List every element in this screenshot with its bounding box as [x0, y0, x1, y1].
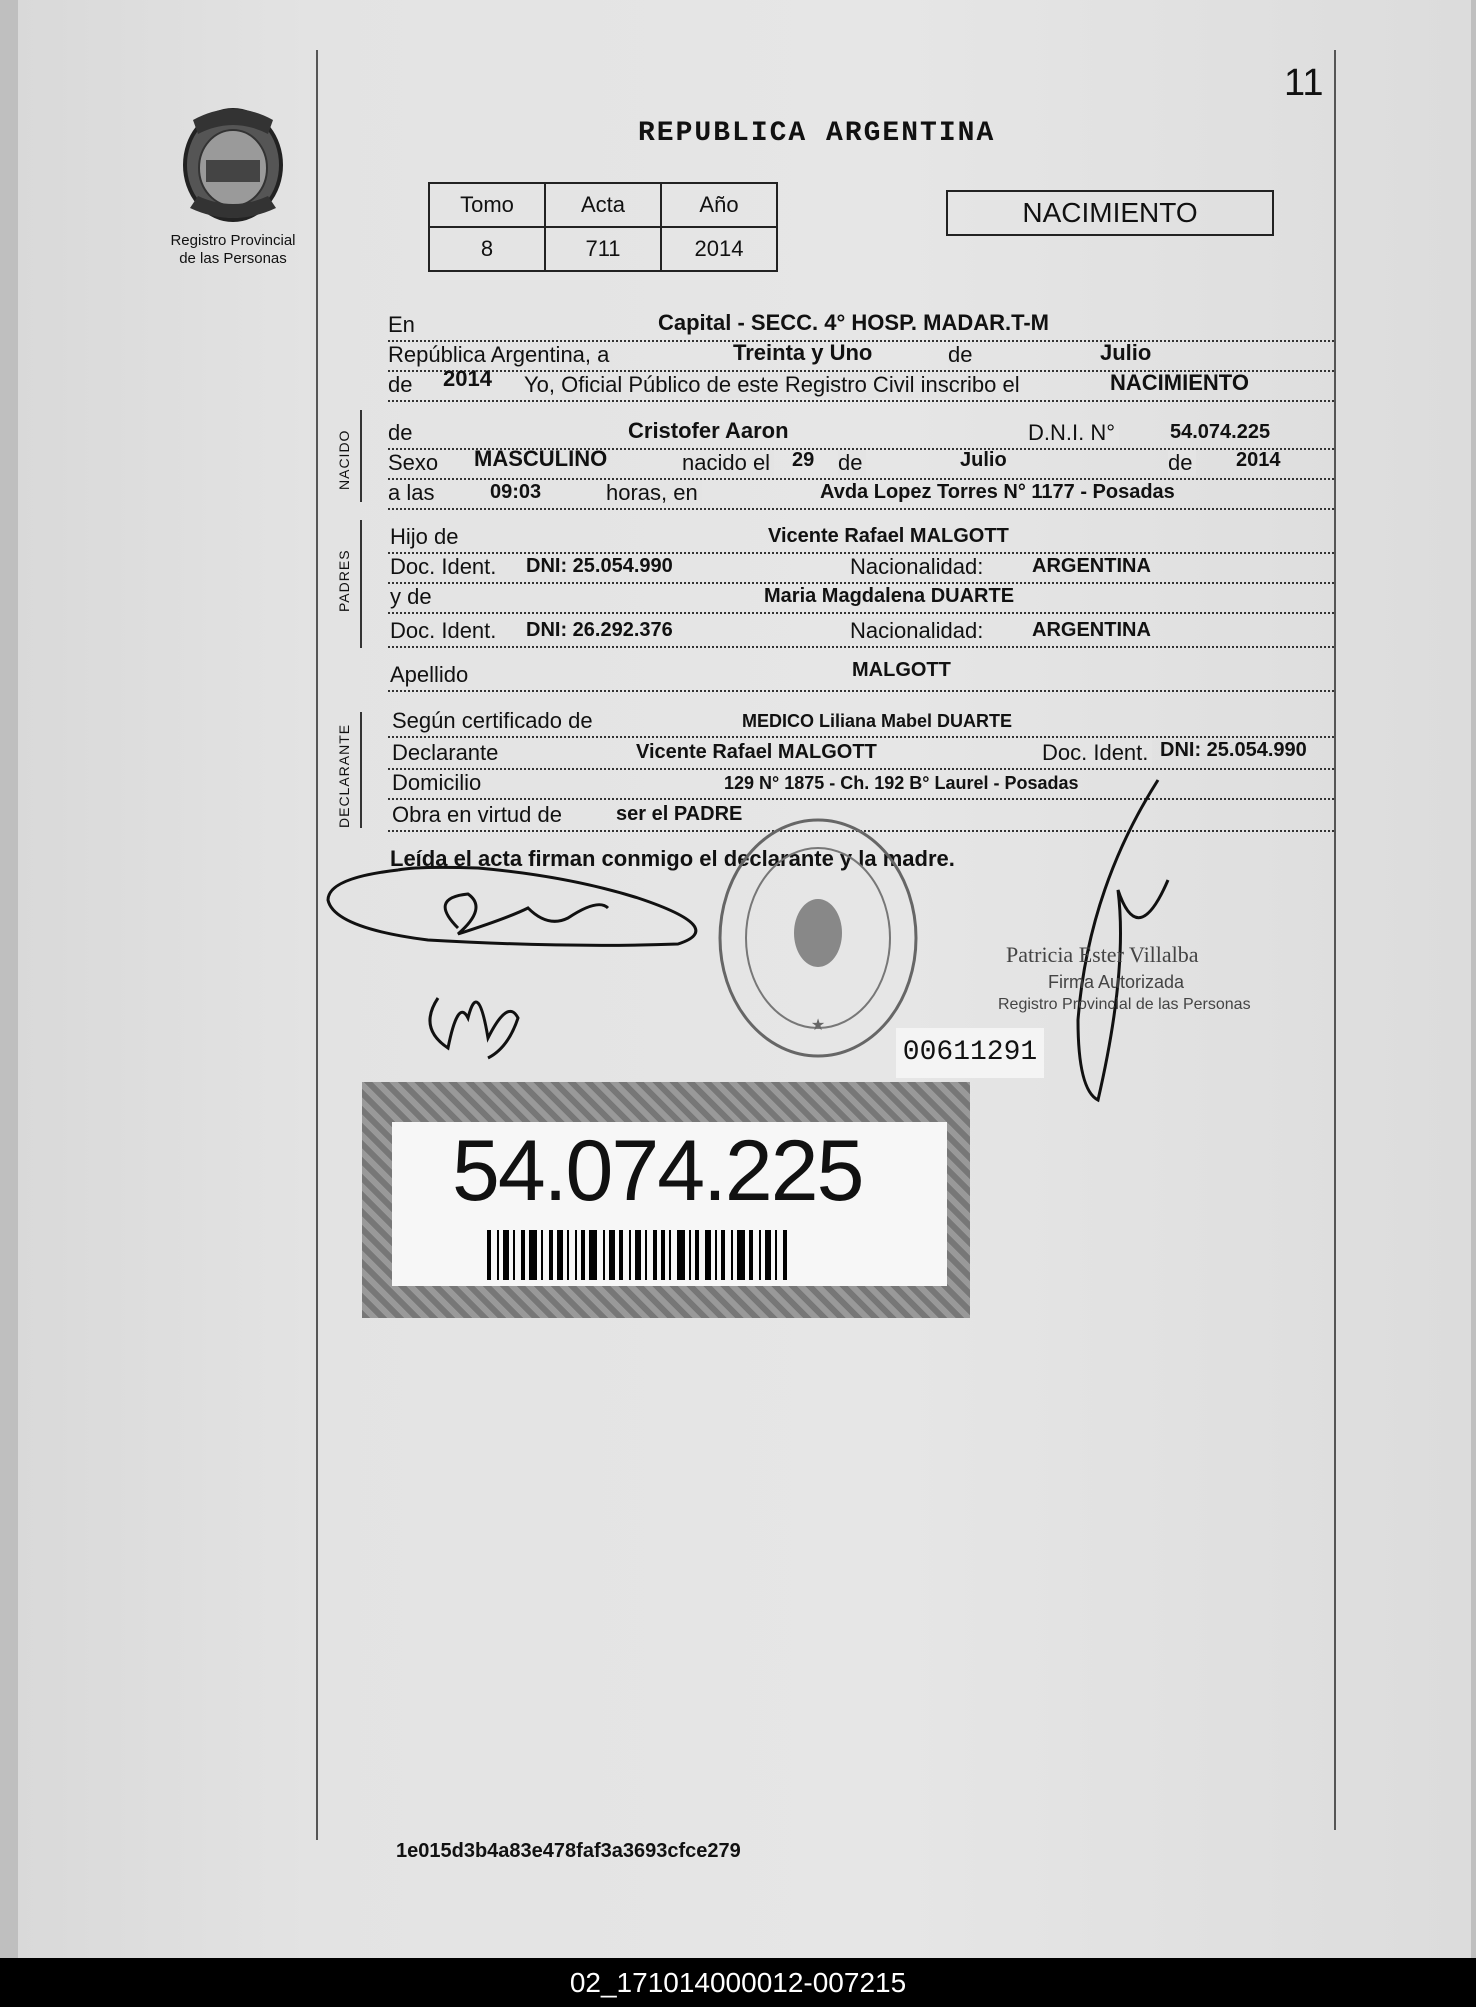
label-dni: D.N.I. N° [1028, 420, 1119, 446]
barcode-stripe [677, 1230, 685, 1280]
value-birth-time: 09:03 [490, 481, 542, 503]
label-hijo-de: Hijo de [390, 524, 462, 550]
value-month: Julio [1100, 340, 1152, 365]
row-year [388, 366, 1334, 402]
misiones-emblem-icon [168, 100, 298, 230]
value-father-nationality: ARGENTINA [1032, 555, 1151, 577]
table-header-anio: Año [661, 183, 777, 227]
label-nacido-de: de [388, 420, 416, 446]
id-number: 54.074.225 [452, 1123, 863, 1219]
table-value-acta: 711 [545, 227, 661, 271]
row-mother-doc [388, 616, 1334, 648]
registry-table-value-row [429, 227, 777, 271]
document-hash: 1e015d3b4a83e478faf3a3693cfce279 [396, 1840, 741, 1862]
barcode-stripe [635, 1230, 641, 1280]
label-de2: de [388, 372, 416, 398]
barcode-stripe [581, 1230, 585, 1280]
barcode-stripe [541, 1230, 543, 1280]
registry-table [428, 182, 778, 272]
row-y-de [388, 582, 1334, 614]
declarant-signature-icon [308, 848, 698, 1078]
registry-logo-label [158, 232, 308, 268]
value-birth-month: Julio [960, 449, 1007, 471]
section-bar-nacido [360, 410, 362, 502]
official-role: Firma Autorizada [1048, 972, 1185, 992]
label-en: En [388, 312, 419, 338]
barcode-stripe [487, 1230, 491, 1280]
barcode-stripe [765, 1230, 771, 1280]
table-header-acta: Acta [545, 183, 661, 227]
label-declarant-doc: Doc. Ident. [1042, 740, 1152, 766]
barcode-stripe [589, 1230, 597, 1280]
row-hijo-de [388, 522, 1334, 554]
barcode-stripe [529, 1230, 537, 1280]
barcode-stripe [575, 1230, 577, 1280]
label-nacido-el: nacido el [682, 450, 774, 476]
row-nacido-hora [388, 478, 1334, 510]
table-header-tomo: Tomo [429, 183, 545, 227]
label-apellido: Apellido [390, 662, 472, 688]
label-father-nationality: Nacionalidad: [850, 554, 987, 580]
official-office: Registro Provincial de las Personas [998, 996, 1251, 1013]
closing-statement: Leída el acta firman conmigo el declarante y la madre. [390, 846, 955, 871]
label-de-year: de [1168, 450, 1196, 476]
label-domicilio: Domicilio [392, 770, 485, 796]
barcode-stripe [731, 1230, 733, 1280]
barcode-stripe [783, 1230, 787, 1280]
label-mother-doc: Doc. Ident. [390, 618, 500, 644]
barcode-stripe [775, 1230, 777, 1280]
svg-text:★: ★ [810, 1017, 826, 1034]
barcode-stripe [695, 1230, 699, 1280]
document-type-box: NACIMIENTO [946, 190, 1274, 236]
label-mother-nationality: Nacionalidad: [850, 618, 987, 644]
row-nacido-sexo [388, 448, 1334, 480]
value-birth-place: Avda Lopez Torres N° 1177 - Posadas [820, 481, 1175, 503]
label-y-de: y de [390, 584, 436, 610]
right-margin-line [1334, 50, 1336, 1830]
control-number: 00611291 [896, 1028, 1044, 1078]
value-child-name: Cristofer Aaron [628, 418, 789, 443]
logo-label-line1: Registro Provincial [170, 232, 296, 249]
id-barcode-panel [392, 1122, 947, 1286]
row-declarante [388, 738, 1334, 770]
barcode-stripe [645, 1230, 647, 1280]
row-father-doc [388, 552, 1334, 584]
label-horas-en: horas, en [606, 480, 702, 506]
barcode-stripe [557, 1230, 563, 1280]
row-republica [388, 340, 1334, 372]
row-domicilio [388, 768, 1334, 800]
label-yo: Yo, Oficial Público de este Registro Civil inscribo el [524, 372, 1024, 398]
value-mother-nationality: ARGENTINA [1032, 619, 1151, 641]
section-bar-declarante [360, 712, 362, 828]
barcode-stripe [629, 1230, 631, 1280]
label-de: de [948, 342, 976, 368]
barcode-stripe [669, 1230, 671, 1280]
value-declarant-doc: DNI: 25.054.990 [1160, 739, 1307, 761]
value-child-dni: 54.074.225 [1170, 421, 1271, 443]
value-place-registry: Capital - SECC. 4° HOSP. MADAR.T-M [658, 310, 1049, 335]
value-year: 2014 [443, 366, 492, 391]
section-bar-padres [360, 520, 362, 648]
value-birth-year: 2014 [1236, 449, 1281, 471]
barcode-stripe [705, 1230, 711, 1280]
barcode-stripe [567, 1230, 569, 1280]
value-declarant-name: Vicente Rafael MALGOTT [636, 741, 877, 763]
label-segun-certificado: Según certificado de [392, 708, 597, 734]
row-apellido [388, 660, 1334, 692]
row-segun [388, 706, 1334, 738]
value-father-name: Vicente Rafael MALGOTT [768, 525, 1009, 547]
value-obra: ser el PADRE [616, 803, 743, 825]
section-label-declarante: DECLARANTE [336, 723, 352, 828]
document-page [18, 0, 1471, 1958]
label-a-las: a las [388, 480, 438, 506]
footer-file-id: 02_171014000012-007215 [0, 1958, 1476, 2007]
table-value-anio: 2014 [661, 227, 777, 271]
id-barcode-card [362, 1082, 970, 1318]
value-father-doc: DNI: 25.054.990 [526, 555, 673, 577]
value-inscribe: NACIMIENTO [1110, 370, 1249, 395]
barcode-stripe [737, 1230, 745, 1280]
value-domicilio: 129 N° 1875 - Ch. 192 B° Laurel - Posadas [724, 773, 1079, 793]
barcode-icon [487, 1230, 867, 1280]
row-en [388, 310, 1334, 342]
label-father-doc: Doc. Ident. [390, 554, 500, 580]
page-number: 11 [1284, 62, 1324, 104]
barcode-stripe [521, 1230, 525, 1280]
barcode-stripe [603, 1230, 605, 1280]
barcode-stripe [721, 1230, 725, 1280]
label-de-month: de [838, 450, 866, 476]
country-title: REPUBLICA ARGENTINA [638, 118, 996, 149]
barcode-stripe [749, 1230, 753, 1280]
barcode-stripe [619, 1230, 623, 1280]
barcode-stripe [661, 1230, 665, 1280]
official-signature-icon [1058, 770, 1178, 1110]
label-republica: República Argentina, a [388, 342, 613, 368]
table-value-tomo: 8 [429, 227, 545, 271]
section-label-nacido: NACIDO [336, 429, 352, 490]
value-birth-day: 29 [792, 449, 815, 471]
official-name: Patricia Ester Villalba [1006, 942, 1199, 967]
value-sexo: MASCULINO [474, 446, 608, 471]
registry-table-header-row [429, 183, 777, 227]
barcode-stripe [759, 1230, 761, 1280]
barcode-stripe [497, 1230, 499, 1280]
value-mother-doc: DNI: 26.292.376 [526, 619, 673, 641]
label-declarante: Declarante [392, 740, 502, 766]
value-apellido: MALGOTT [852, 659, 951, 681]
barcode-stripe [609, 1230, 615, 1280]
barcode-stripe [513, 1230, 515, 1280]
barcode-stripe [715, 1230, 717, 1280]
label-obra-en-virtud: Obra en virtud de [392, 802, 566, 828]
value-mother-name: Maria Magdalena DUARTE [764, 585, 1015, 607]
official-seal-icon [708, 808, 928, 1068]
barcode-stripe [549, 1230, 553, 1280]
barcode-stripe [503, 1230, 509, 1280]
label-sexo: Sexo [388, 450, 442, 476]
value-certifying-doctor: MEDICO Liliana Mabel DUARTE [742, 711, 1013, 731]
logo-label-line2: de las Personas [179, 250, 287, 267]
value-day-words: Treinta y Uno [733, 340, 873, 365]
barcode-stripe [689, 1230, 691, 1280]
section-label-padres: PADRES [336, 549, 352, 612]
barcode-stripe [653, 1230, 657, 1280]
